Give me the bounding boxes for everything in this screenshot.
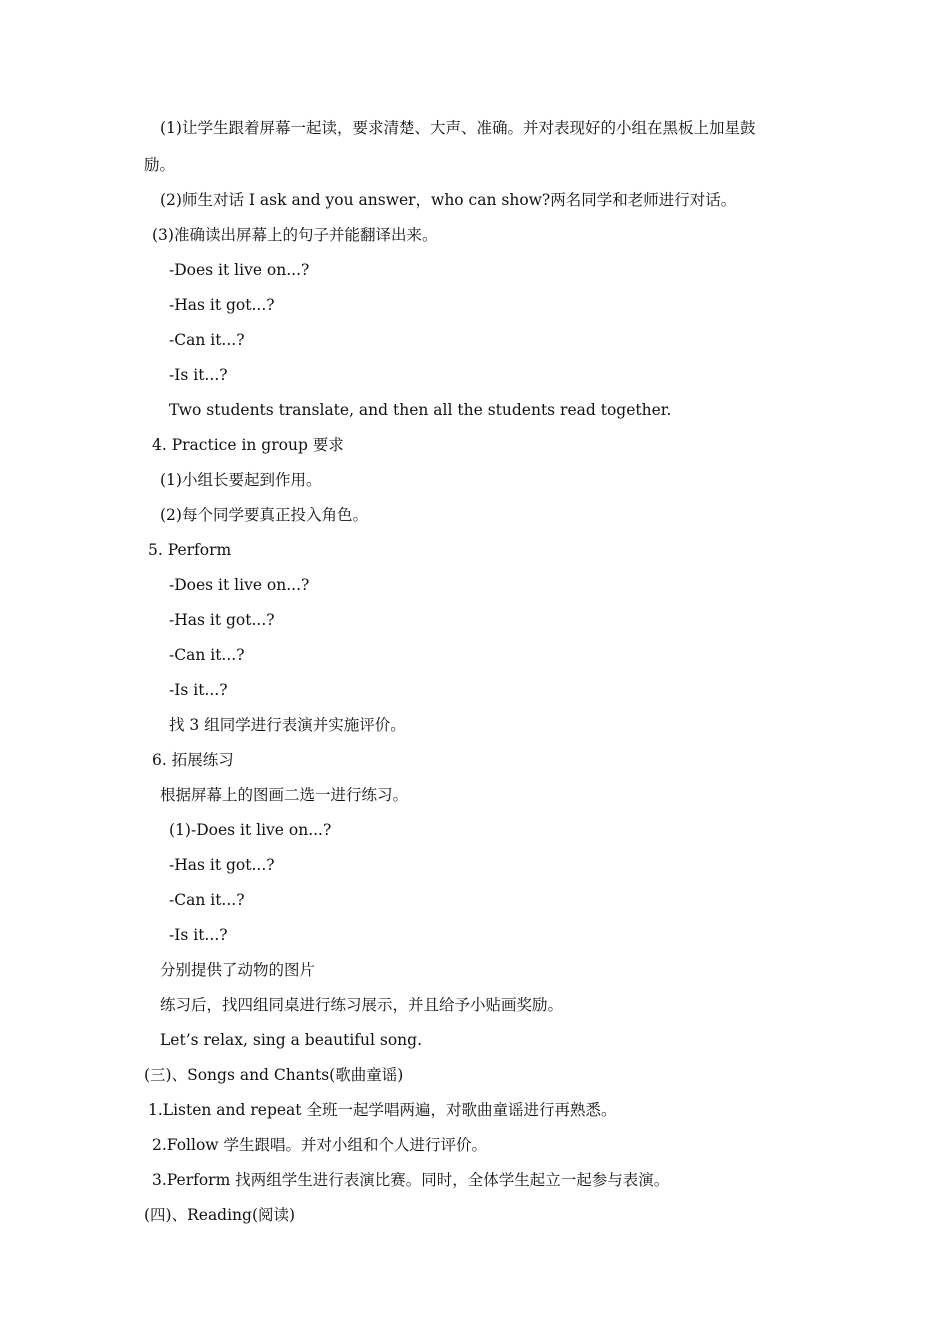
paragraph-line: 1.Listen and repeat 全班一起学唱两遍，对歌曲童谣进行再熟悉。 [148, 1101, 617, 1119]
paragraph-line: Two students translate, and then all the students read together. [169, 401, 672, 419]
paragraph-line: 练习后，找四组同桌进行练习展示，并且给予小贴画奖励。 [160, 996, 564, 1014]
paragraph-line: 励。 [144, 156, 176, 174]
question-line: -Can it...? [169, 331, 245, 349]
paragraph-line: 2.Follow 学生跟唱。并对小组和个人进行评价。 [152, 1136, 487, 1154]
section-heading: (四)、Reading(阅读) [144, 1206, 296, 1224]
paragraph-line: 分别提供了动物的图片 [160, 961, 316, 979]
question-line: -Does it live on...? [169, 261, 310, 279]
question-line: -Is it...? [169, 681, 228, 699]
paragraph-line: (2)每个同学要真正投入角色。 [160, 506, 368, 524]
step-heading: 5. Perform [148, 541, 232, 559]
step-heading: 4. Practice in group 要求 [152, 436, 344, 454]
paragraph-line: 3.Perform 找两组学生进行表演比赛。同时，全体学生起立一起参与表演。 [152, 1171, 670, 1189]
question-line: -Is it...? [169, 366, 228, 384]
step-heading: 6. 拓展练习 [152, 751, 234, 769]
paragraph-line: (1)让学生跟着屏幕一起读，要求清楚、大声、准确。并对表现好的小组在黑板上加星鼓 [160, 119, 756, 137]
paragraph-line: (3)准确读出屏幕上的句子并能翻译出来。 [152, 226, 438, 244]
question-line: -Has it got...? [169, 611, 275, 629]
question-line: -Is it...? [169, 926, 228, 944]
section-heading: (三)、Songs and Chants(歌曲童谣) [144, 1066, 404, 1084]
paragraph-line: (1)小组长要起到作用。 [160, 471, 322, 489]
question-line: -Can it...? [169, 891, 245, 909]
question-line: -Can it...? [169, 646, 245, 664]
paragraph-line: Let’s relax, sing a beautiful song. [160, 1031, 423, 1049]
question-line: -Has it got...? [169, 856, 275, 874]
question-line: -Has it got...? [169, 296, 275, 314]
question-line: -Does it live on...? [169, 576, 310, 594]
question-line: (1)-Does it live on...? [169, 821, 332, 839]
paragraph-line: (2)师生对话 I ask and you answer，who can show?两名同学和老师进行对话。 [160, 191, 737, 209]
paragraph-line: 找 3 组同学进行表演并实施评价。 [169, 716, 406, 734]
paragraph-line: 根据屏幕上的图画二选一进行练习。 [160, 786, 409, 804]
